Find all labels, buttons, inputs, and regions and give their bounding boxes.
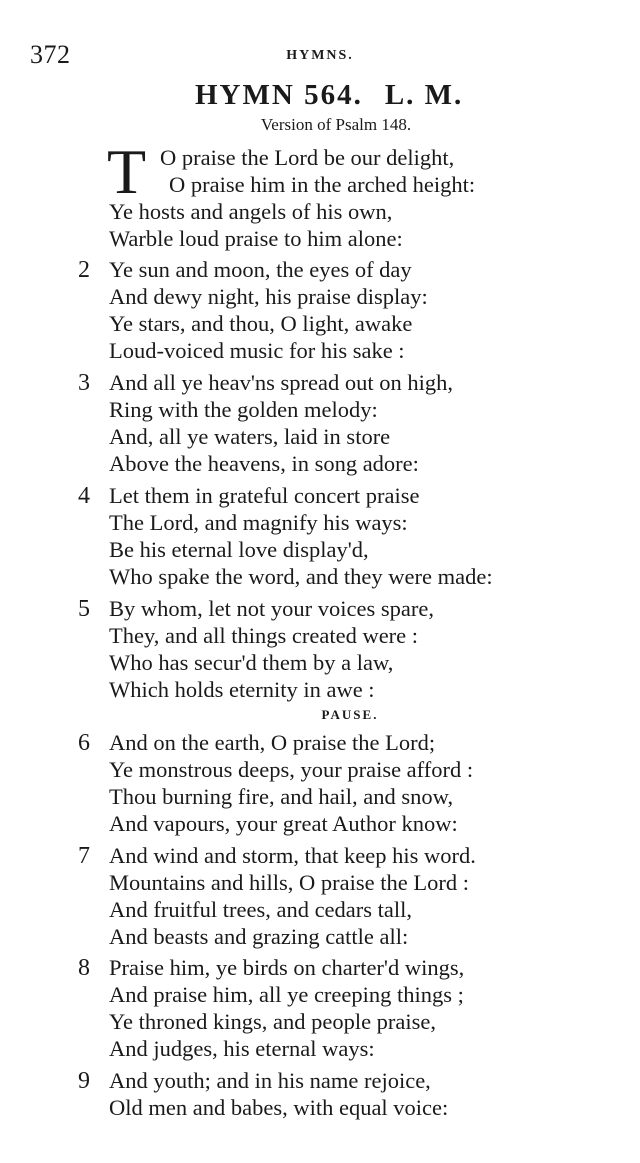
hymn-title — [195, 79, 463, 112]
verse-line: And youth; and in his name rejoice, — [109, 1068, 431, 1093]
verse-line: By whom, let not your voices spare, — [109, 596, 434, 621]
verse-number: 8 — [78, 955, 90, 981]
verse-line: O praise him in the arched height: — [169, 172, 476, 197]
verse-line: And on the earth, O praise the Lord; — [109, 730, 436, 755]
verse-line: And beasts and grazing cattle all: — [109, 924, 409, 949]
drop-cap: T — [107, 136, 147, 207]
verse-number: 4 — [78, 483, 90, 509]
verse-line: Who spake the word, and they were made: — [109, 564, 493, 589]
verse-line: Mountains and hills, O praise the Lord : — [109, 870, 469, 895]
verse-line: And praise him, all ye creeping things ; — [109, 982, 464, 1007]
verse-line: Ye monstrous deeps, your praise afford : — [109, 757, 474, 782]
verse-line: And wind and storm, that keep his word. — [109, 843, 476, 868]
verse-line: Warble loud praise to him alone: — [109, 226, 403, 251]
verse-number: 6 — [78, 730, 90, 756]
verse-line: Thou burning fire, and hail, and snow, — [109, 784, 454, 809]
verse-line: Who has secur'd them by a law, — [109, 650, 394, 675]
verse-line: The Lord, and magnify his ways: — [109, 510, 408, 535]
hymn-number: HYMN 564. — [195, 79, 363, 111]
hymn-subtitle: Version of Psalm 148. — [260, 115, 412, 134]
verse-line: O praise the Lord be our delight, — [160, 145, 455, 170]
verse-line: And judges, his eternal ways: — [109, 1036, 375, 1061]
verse-line: Loud-voiced music for his sake : — [109, 338, 405, 363]
verse-number: 2 — [78, 257, 90, 283]
running-head: HYMNS. — [286, 48, 354, 63]
page-number: 372 — [30, 40, 71, 69]
verse-line: Be his eternal love display'd, — [109, 537, 369, 562]
verse-line: And dewy night, his praise display: — [109, 284, 428, 309]
verse-line: Ye throned kings, and people praise, — [109, 1009, 437, 1034]
verse-line: Ye sun and moon, the eyes of day — [109, 257, 412, 282]
verse-line: And fruitful trees, and cedars tall, — [109, 897, 413, 922]
verse-line: They, and all things created were : — [109, 623, 419, 648]
verse-line: Which holds eternity in awe : — [109, 677, 375, 702]
verse-line: Let them in grateful concert praise — [109, 483, 420, 508]
verse-line: Ye stars, and thou, O light, awake — [109, 311, 413, 336]
verse-number: 5 — [78, 596, 90, 622]
verse-line: Old men and babes, with equal voice: — [109, 1095, 449, 1120]
verse-number: 3 — [78, 370, 90, 396]
verse-line: Ring with the golden melody: — [109, 397, 378, 422]
verse-line: Praise him, ye birds on charter'd wings, — [109, 955, 465, 980]
verse-line: And vapours, your great Author know: — [109, 811, 458, 836]
verse-line: Above the heavens, in song adore: — [109, 451, 419, 476]
hymn-meter: L. M. — [384, 79, 464, 111]
pause-heading: PAUSE. — [321, 707, 379, 722]
verse-line: Ye hosts and angels of his own, — [109, 199, 393, 224]
verse-number: 9 — [78, 1068, 90, 1094]
verse-number: 7 — [78, 843, 90, 869]
verse-line: And, all ye waters, laid in store — [109, 424, 391, 449]
verse-line: And all ye heav'ns spread out on high, — [109, 370, 453, 395]
